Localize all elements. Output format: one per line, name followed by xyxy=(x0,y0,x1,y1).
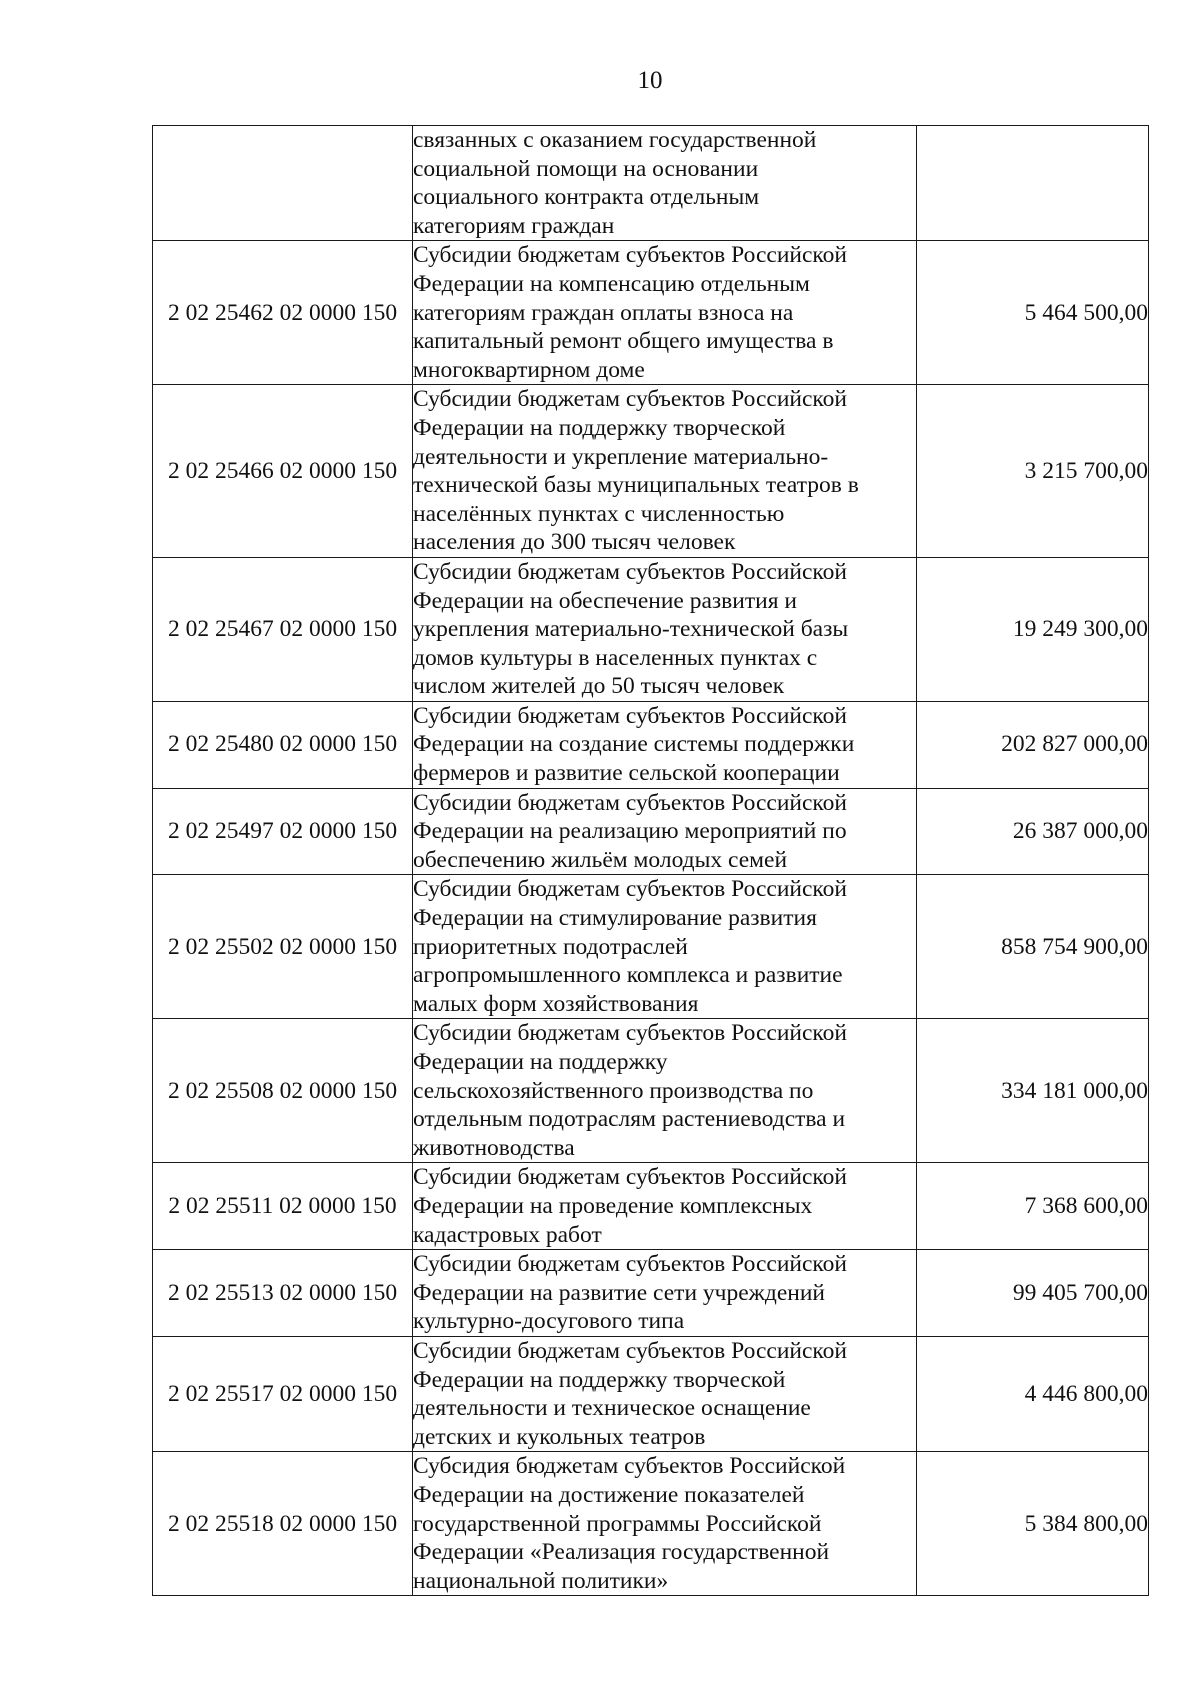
description-line: технической базы муниципальных театров в xyxy=(413,472,859,499)
budget-code-cell: 2 02 25467 02 0000 150 xyxy=(153,557,413,701)
description-line: фермеров и развитие сельской кооперации xyxy=(413,760,840,787)
budget-code-cell: 2 02 25462 02 0000 150 xyxy=(153,241,413,385)
description-cell xyxy=(413,126,917,241)
table-row xyxy=(153,1019,1149,1163)
budget-code-cell: 2 02 25480 02 0000 150 xyxy=(153,701,413,788)
table-row xyxy=(153,557,1149,701)
description-line: обеспечению жильём молодых семей xyxy=(413,846,788,873)
description-line: Субсидии бюджетам субъектов Российской xyxy=(413,876,847,903)
description-line: Федерации на обеспечение развития и xyxy=(413,587,797,614)
description-cell xyxy=(413,875,917,1019)
budget-code-cell: 2 02 25517 02 0000 150 xyxy=(153,1336,413,1451)
description-line: Федерации на поддержку творческой xyxy=(413,414,786,441)
description-cell xyxy=(413,1163,917,1250)
description-line: Федерации на развитие сети учреждений xyxy=(413,1279,825,1306)
budget-code-cell: 2 02 25466 02 0000 150 xyxy=(153,385,413,558)
description-line: категориям граждан xyxy=(413,212,615,239)
description-line: населённых пунктах с численностью xyxy=(413,500,785,527)
description-line: государственной программы Российской xyxy=(413,1510,822,1537)
description-line: национальной политики» xyxy=(413,1567,669,1594)
description-line: Федерации на поддержку творческой xyxy=(413,1366,786,1393)
description-line: Федерации на реализацию мероприятий по xyxy=(413,818,847,845)
table-row xyxy=(153,1336,1149,1451)
description-line: деятельности и укрепление материально- xyxy=(413,443,829,470)
description-line: числом жителей до 50 тысяч человек xyxy=(413,673,785,700)
description-line: животноводства xyxy=(413,1134,575,1161)
amount-cell: 26 387 000,00 xyxy=(917,788,1149,875)
description-cell xyxy=(413,385,917,558)
description-line: отдельным подотраслям растениеводства и xyxy=(413,1106,846,1133)
amount-cell: 19 249 300,00 xyxy=(917,557,1149,701)
amount-cell xyxy=(917,126,1149,241)
description-line: Субсидии бюджетам субъектов Российской xyxy=(413,702,847,729)
description-line: многоквартирном доме xyxy=(413,356,645,383)
description-line: домов культуры в населенных пунктах с xyxy=(413,644,818,671)
budget-code-cell: 2 02 25513 02 0000 150 xyxy=(153,1250,413,1337)
description-line: капитальный ремонт общего имущества в xyxy=(413,328,834,355)
description-line: Субсидии бюджетам субъектов Российской xyxy=(413,386,847,413)
budget-code-cell xyxy=(153,126,413,241)
amount-cell: 5 464 500,00 xyxy=(917,241,1149,385)
description-line: агропромышленного комплекса и развитие xyxy=(413,962,843,989)
description-line: приоритетных подотраслей xyxy=(413,933,688,960)
budget-table xyxy=(152,125,1149,1596)
table-row xyxy=(153,875,1149,1019)
description-line: детских и кукольных театров xyxy=(413,1423,706,1450)
description-line: Федерации на достижение показателей xyxy=(413,1481,805,1508)
description-line: укрепления материально-технической базы xyxy=(413,616,849,643)
description-line: Субсидии бюджетам субъектов Российской xyxy=(413,1164,847,1191)
description-cell xyxy=(413,701,917,788)
description-line: Федерации на стимулирование развития xyxy=(413,905,817,932)
amount-cell: 4 446 800,00 xyxy=(917,1336,1149,1451)
description-line: социального контракта отдельным xyxy=(413,184,760,211)
amount-cell: 7 368 600,00 xyxy=(917,1163,1149,1250)
description-cell xyxy=(413,1336,917,1451)
description-cell xyxy=(413,241,917,385)
description-line: Субсидии бюджетам субъектов Российской xyxy=(413,1020,847,1047)
table-row xyxy=(153,788,1149,875)
description-cell xyxy=(413,1250,917,1337)
description-line: культурно-досугового типа xyxy=(413,1308,685,1335)
description-line: сельскохозяйственного производства по xyxy=(413,1077,814,1104)
table-row xyxy=(153,701,1149,788)
budget-table-body xyxy=(153,126,1149,1596)
description-line: Субсидия бюджетам субъектов Российской xyxy=(413,1453,846,1480)
description-line: кадастровых работ xyxy=(413,1221,602,1248)
page-number: 10 xyxy=(637,67,663,94)
description-line: социальной помощи на основании xyxy=(413,155,759,182)
description-line: Федерации на поддержку xyxy=(413,1049,668,1075)
description-cell xyxy=(413,557,917,701)
budget-code-cell: 2 02 25497 02 0000 150 xyxy=(153,788,413,875)
amount-cell: 99 405 700,00 xyxy=(917,1250,1149,1337)
amount-cell: 858 754 900,00 xyxy=(917,875,1149,1019)
table-row xyxy=(153,1250,1149,1337)
budget-code-cell: 2 02 25508 02 0000 150 xyxy=(153,1019,413,1163)
table-row xyxy=(153,1452,1149,1596)
description-line: Субсидии бюджетам субъектов Российской xyxy=(413,1337,847,1364)
description-line: Федерации «Реализация государственной xyxy=(413,1539,830,1566)
description-line: Федерации на создание системы поддержки xyxy=(413,731,855,758)
description-line: связанных с оказанием государственной xyxy=(413,127,817,153)
description-cell xyxy=(413,1452,917,1596)
description-line: Федерации на проведение комплексных xyxy=(413,1192,813,1219)
description-line: деятельности и техническое оснащение xyxy=(413,1395,811,1422)
table-row xyxy=(153,385,1149,558)
description-line: Субсидии бюджетам субъектов Российской xyxy=(413,558,847,585)
amount-cell: 3 215 700,00 xyxy=(917,385,1149,558)
amount-cell: 202 827 000,00 xyxy=(917,701,1149,788)
description-line: категориям граждан оплаты взноса на xyxy=(413,299,794,326)
budget-code-cell: 2 02 25518 02 0000 150 xyxy=(153,1452,413,1596)
description-line: населения до 300 тысяч человек xyxy=(413,529,736,556)
description-line: Субсидии бюджетам субъектов Российской xyxy=(413,789,847,816)
table-row xyxy=(153,126,1149,241)
amount-cell: 5 384 800,00 xyxy=(917,1452,1149,1596)
amount-cell: 334 181 000,00 xyxy=(917,1019,1149,1163)
description-line: Федерации на компенсацию отдельным xyxy=(413,270,810,297)
description-cell xyxy=(413,788,917,875)
description-cell xyxy=(413,1019,917,1163)
budget-code-cell: 2 02 25511 02 0000 150 xyxy=(153,1163,413,1250)
description-line: Субсидии бюджетам субъектов Российской xyxy=(413,242,847,269)
description-line: малых форм хозяйствования xyxy=(413,990,699,1017)
description-line: Субсидии бюджетам субъектов Российской xyxy=(413,1251,847,1278)
table-row xyxy=(153,1163,1149,1250)
table-row xyxy=(153,241,1149,385)
budget-code-cell: 2 02 25502 02 0000 150 xyxy=(153,875,413,1019)
